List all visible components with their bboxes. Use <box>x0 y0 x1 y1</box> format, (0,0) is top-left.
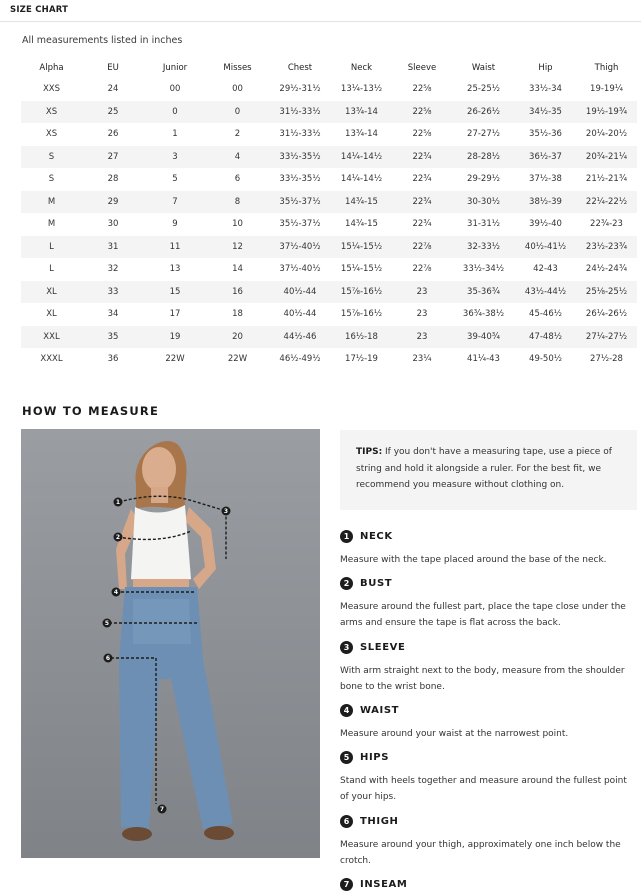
table-cell: 27-27½ <box>467 129 500 140</box>
table-cell: 14¾-15 <box>331 191 392 214</box>
table-cell: 38½-39 <box>515 191 576 214</box>
step-description: Measure around your thigh, approximately one inch below the crotch. <box>340 840 621 866</box>
table-row <box>21 146 637 169</box>
table-cell: 49-50½ <box>529 354 562 365</box>
table-cell: 33½-34½ <box>462 264 505 275</box>
column-header: Neck <box>350 63 373 73</box>
svg-text:1: 1 <box>115 499 121 507</box>
column-header: Waist <box>471 63 496 73</box>
measure-step-hips <box>340 750 638 805</box>
table-cell: 22⅝ <box>412 129 432 140</box>
measure-step-bust <box>340 576 638 631</box>
table-cell: 10 <box>232 219 243 230</box>
table-row <box>21 348 637 371</box>
size-chart-table <box>21 58 637 371</box>
table-cell: 13¾-14 <box>345 129 378 140</box>
table-cell: 12 <box>206 236 269 259</box>
table-cell: 37½-40½ <box>269 236 331 259</box>
table-cell: L <box>21 236 82 259</box>
table-cell: 23 <box>392 326 452 349</box>
measure-step-neck <box>340 529 638 568</box>
table-cell: 23 <box>416 309 428 320</box>
table-cell: 9 <box>172 219 178 230</box>
table-cell: 22¾-23 <box>590 219 623 230</box>
table-cell: 6 <box>234 174 241 185</box>
table-cell: 42-43 <box>533 264 558 275</box>
table-cell: 2 <box>234 129 241 140</box>
table-cell: 33½-35½ <box>279 174 321 185</box>
table-cell: 4 <box>206 146 269 169</box>
step-number-icon: 4 <box>340 704 353 717</box>
measurement-note: All measurements listed in inches <box>22 35 183 46</box>
table-cell: 40½-44 <box>283 309 317 320</box>
table-cell: 25 <box>82 101 144 124</box>
table-cell: 00 <box>232 84 243 95</box>
measure-step-inseam <box>340 877 638 891</box>
step-label: WAIST <box>360 704 400 716</box>
table-row <box>21 168 637 191</box>
table-cell: 3 <box>144 146 206 169</box>
size-chart-title: SIZE CHART <box>10 5 69 15</box>
table-cell: 23¼ <box>412 354 432 365</box>
table-cell: 24½-24¾ <box>585 264 628 275</box>
table-cell: 40½-44 <box>269 281 331 304</box>
table-cell: 22⅝ <box>392 101 452 124</box>
table-cell: 28-28½ <box>452 146 515 169</box>
table-cell: 22W <box>227 354 248 365</box>
table-cell: 36 <box>107 354 119 365</box>
table-cell: 15¼-15½ <box>340 264 383 275</box>
svg-text:5: 5 <box>104 620 110 628</box>
table-cell: 20¾-21¼ <box>576 146 637 169</box>
table-cell: S <box>21 146 82 169</box>
step-description: Measure around your waist at the narrowest point. <box>340 729 569 739</box>
table-cell: 31-31½ <box>467 219 500 230</box>
table-cell: 15¼-15½ <box>331 236 392 259</box>
step-number-icon: 2 <box>340 577 353 590</box>
column-header: Chest <box>287 63 313 73</box>
step-number-icon: 5 <box>340 751 353 764</box>
table-row <box>21 101 637 124</box>
table-cell: 13¾-14 <box>331 101 392 124</box>
table-cell: 22⅞ <box>392 236 452 259</box>
table-cell: 22⅝ <box>412 84 432 95</box>
tips-text: If you don't have a measuring tape, use a piece of string and hold it alongside a ruler. For the best fit, we recommend you measure without clothing on. <box>356 447 612 490</box>
table-cell: 35½-36 <box>529 129 562 140</box>
table-cell: 22¾ <box>412 219 432 230</box>
table-body <box>21 78 637 371</box>
table-cell: 33 <box>82 281 144 304</box>
table-cell: 19 <box>144 326 206 349</box>
table-cell: 14¼-14½ <box>331 146 392 169</box>
svg-text:2: 2 <box>115 534 121 542</box>
table-cell: 13 <box>169 264 181 275</box>
svg-text:3: 3 <box>223 508 229 516</box>
table-cell: 40½-41½ <box>515 236 576 259</box>
table-cell: 31 <box>82 236 144 259</box>
table-cell: 0 <box>144 101 206 124</box>
table-cell: 37½-40½ <box>279 264 321 275</box>
table-cell: 1 <box>172 129 178 140</box>
table-cell: 34½-35 <box>515 101 576 124</box>
table-cell: 35 <box>82 326 144 349</box>
table-cell: 47-48½ <box>515 326 576 349</box>
step-number-icon: 7 <box>340 878 353 891</box>
step-description: Measure with the tape placed around the base of the neck. <box>340 555 607 565</box>
table-cell: 28 <box>107 174 119 185</box>
table-cell: 15⅞-16½ <box>340 309 383 320</box>
table-cell: L <box>49 264 54 275</box>
table-cell: 30 <box>107 219 119 230</box>
table-cell: 15⅞-16½ <box>331 281 392 304</box>
table-cell: M <box>47 219 56 230</box>
how-to-measure-heading: HOW TO MEASURE <box>22 404 160 418</box>
table-cell: 41¼-43 <box>467 354 500 365</box>
step-label: BUST <box>360 577 393 589</box>
table-row <box>21 258 637 281</box>
table-cell: 11 <box>144 236 206 259</box>
table-cell: 16 <box>206 281 269 304</box>
step-label: THIGH <box>360 815 399 827</box>
table-cell: 16½-18 <box>331 326 392 349</box>
table-cell: 20 <box>206 326 269 349</box>
table-row <box>21 281 637 304</box>
table-header-row <box>21 58 637 78</box>
table-cell: 22¾ <box>392 191 452 214</box>
table-cell: 22⅞ <box>412 264 432 275</box>
table-cell: 32 <box>107 264 119 275</box>
tips-box <box>340 430 637 510</box>
table-cell: 30-30½ <box>452 191 515 214</box>
table-cell: 22W <box>165 354 185 365</box>
table-row <box>21 191 637 214</box>
step-label: SLEEVE <box>360 641 406 653</box>
table-row <box>21 303 637 326</box>
table-cell: 17½-19 <box>345 354 378 365</box>
table-row <box>21 213 637 236</box>
svg-text:7: 7 <box>159 806 165 814</box>
table-cell: 26 <box>107 129 119 140</box>
table-cell: 33½-35½ <box>269 146 331 169</box>
table-cell: 32-33½ <box>452 236 515 259</box>
step-label: HIPS <box>360 751 390 763</box>
measure-step-thigh <box>340 814 638 869</box>
table-cell: S <box>48 174 55 185</box>
table-cell: 27½-28 <box>590 354 623 365</box>
table-cell: 0 <box>206 101 269 124</box>
table-cell: 14¾-15 <box>345 219 378 230</box>
table-cell: XS <box>21 101 82 124</box>
table-cell: 25-25½ <box>467 84 500 95</box>
table-cell: 14 <box>232 264 243 275</box>
step-description: Stand with heels together and measure around the fullest point of your hips. <box>340 776 627 802</box>
step-label: NECK <box>360 530 393 542</box>
table-cell: XS <box>45 129 58 140</box>
svg-text:6: 6 <box>105 655 111 663</box>
table-cell: 36½-37 <box>515 146 576 169</box>
step-label: INSEAM <box>360 878 408 890</box>
column-header: Hip <box>538 63 553 73</box>
table-row <box>21 236 637 259</box>
table-cell: 46½-49½ <box>279 354 321 365</box>
table-cell: 21½-21¾ <box>585 174 628 185</box>
table-cell: 00 <box>169 84 181 95</box>
table-cell: 35½-37½ <box>269 191 331 214</box>
table-cell: 17 <box>169 309 181 320</box>
table-cell: 35½-37½ <box>279 219 321 230</box>
table-cell: 44½-46 <box>269 326 331 349</box>
table-cell: XL <box>46 309 57 320</box>
table-row <box>21 326 637 349</box>
table-cell: 19-19¼ <box>590 84 623 95</box>
table-cell: 33½-34 <box>529 84 562 95</box>
table-cell: 26¼-26½ <box>585 309 628 320</box>
table-cell: 22¾ <box>392 146 452 169</box>
table-cell: 29-29½ <box>467 174 500 185</box>
column-header: Alpha <box>39 63 64 73</box>
table-cell: 20¼-20½ <box>585 129 628 140</box>
table-cell: 25⅛-25½ <box>576 281 637 304</box>
table-cell: 26-26½ <box>452 101 515 124</box>
table-cell: 43½-44½ <box>515 281 576 304</box>
table-cell: 15 <box>144 281 206 304</box>
table-cell: 5 <box>172 174 178 185</box>
table-cell: 23½-23¾ <box>576 236 637 259</box>
step-description: Measure around the fullest part, place the tape close under the arms and ensure the tape is flat across the back. <box>340 602 626 628</box>
table-cell: XXXL <box>40 354 63 365</box>
table-cell: 23 <box>392 281 452 304</box>
step-number-icon: 6 <box>340 815 353 828</box>
column-header: Junior <box>162 63 188 73</box>
table-cell: 24 <box>107 84 119 95</box>
table-cell: 35-36¾ <box>452 281 515 304</box>
table-cell: M <box>21 191 82 214</box>
table-cell: 7 <box>144 191 206 214</box>
svg-text:4: 4 <box>113 589 119 597</box>
table-cell: 31½-33½ <box>279 129 321 140</box>
table-cell: 19½-19¾ <box>576 101 637 124</box>
table-cell: XXL <box>21 326 82 349</box>
step-description: With arm straight next to the body, measure from the shoulder bone to the wrist bone. <box>340 666 625 692</box>
step-number-icon: 1 <box>340 530 353 543</box>
table-cell: 13¼-13½ <box>340 84 383 95</box>
table-cell: 29 <box>82 191 144 214</box>
table-cell: 36¾-38½ <box>462 309 505 320</box>
table-cell: 34 <box>107 309 119 320</box>
table-row <box>21 78 637 101</box>
table-cell: 14¼-14½ <box>340 174 383 185</box>
table-cell: 27¼-27½ <box>576 326 637 349</box>
table-cell: 31½-33½ <box>269 101 331 124</box>
table-cell: 22¾ <box>412 174 432 185</box>
tips-label: TIPS: <box>356 447 383 457</box>
measure-step-sleeve <box>340 640 638 695</box>
table-cell: 39-40¾ <box>452 326 515 349</box>
table-cell: 37½-38 <box>529 174 562 185</box>
column-header: Thigh <box>594 63 619 73</box>
table-cell: 39½-40 <box>529 219 562 230</box>
table-cell: 8 <box>206 191 269 214</box>
column-header: Misses <box>223 63 252 73</box>
step-number-icon: 3 <box>340 641 353 654</box>
table-row <box>21 123 637 146</box>
model-measurement-image <box>21 429 320 858</box>
column-header: EU <box>107 63 119 73</box>
table-cell: 29½-31½ <box>279 84 321 95</box>
table-cell: 45-46½ <box>529 309 562 320</box>
table-cell: 22¼-22½ <box>576 191 637 214</box>
table-cell: 18 <box>232 309 243 320</box>
column-header: Sleeve <box>407 63 437 73</box>
table-cell: 27 <box>82 146 144 169</box>
measure-step-waist <box>340 703 638 742</box>
table-cell: XXS <box>42 84 61 95</box>
table-cell: XL <box>21 281 82 304</box>
size-chart-header <box>0 0 641 22</box>
